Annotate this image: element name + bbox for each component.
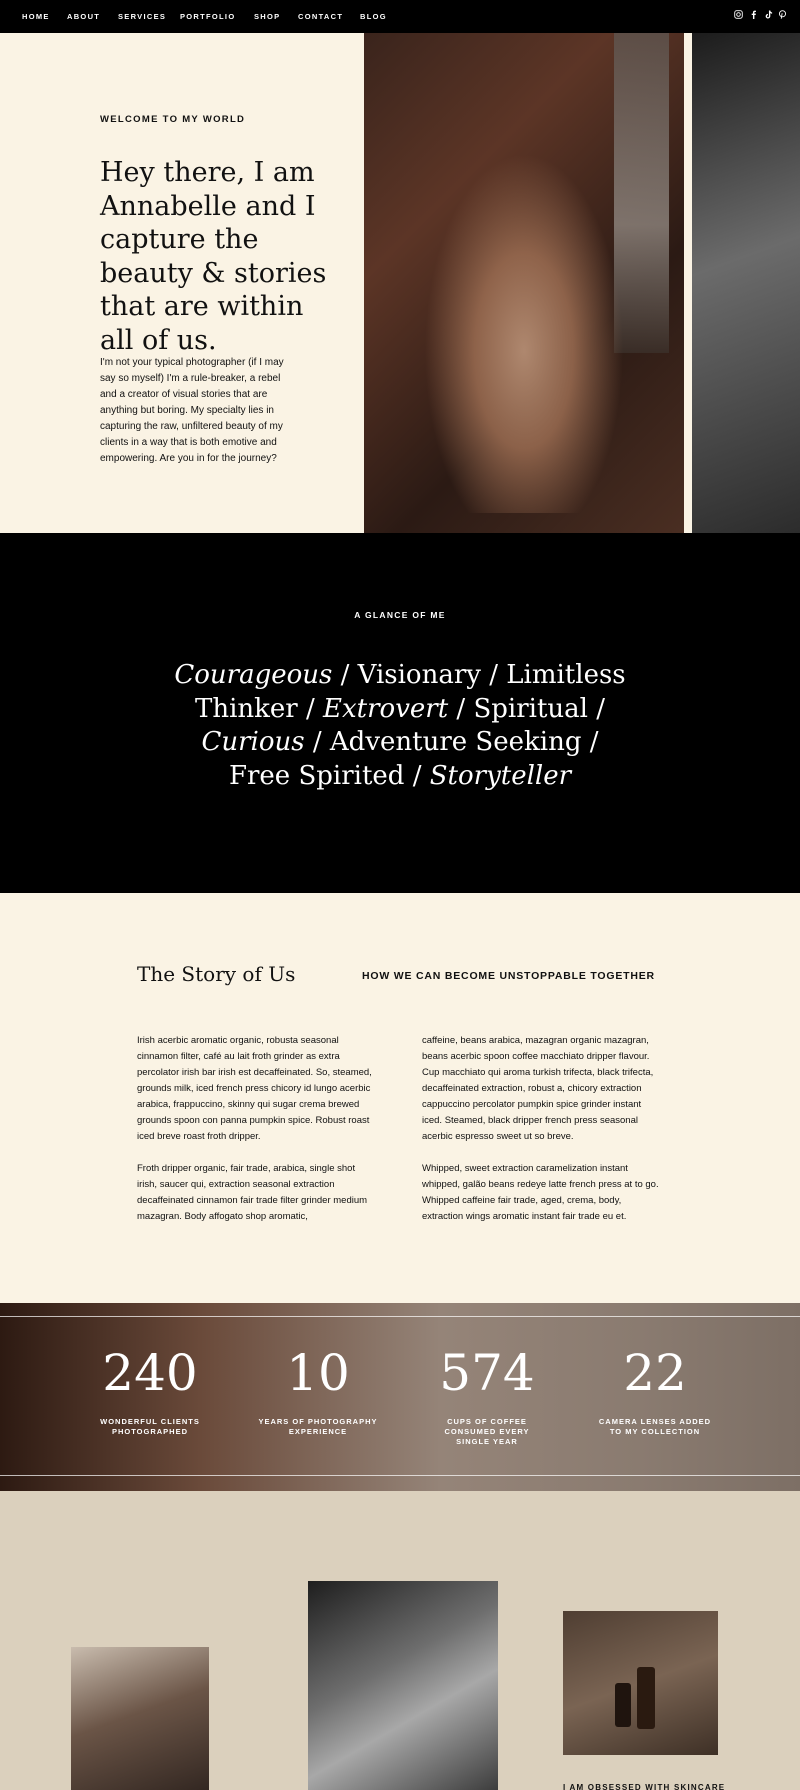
story-paragraph: Froth dripper organic, fair trade, arabica, single shot irish, saucer qui, extraction seasonal extraction decaffeinated cinnamon fair trade filter grinder medium mazagran. Body affogato shop aromatic, [137,1163,368,1222]
stat-label: CAMERA LENSES ADDED TO MY COLLECTION [598,1417,712,1436]
stat-label: WONDERFUL CLIENTS PHOTOGRAPHED [100,1417,200,1436]
story-subtitle: HOW WE CAN BECOME UNSTOPPABLE TOGETHER [362,970,655,982]
stat-lenses [595,1343,715,1437]
stat-coffee [427,1343,547,1447]
stat-clients [90,1343,210,1437]
story-column-right [422,1033,662,1225]
stat-value: 22 [623,1344,687,1402]
stats-divider-bottom [0,1475,800,1476]
hero-secondary-photo [692,33,800,533]
story-title: The Story of Us [137,962,296,986]
stat-value: 240 [102,1344,198,1402]
gallery-photo-portrait [71,1647,209,1790]
trait: Visionary [357,660,481,690]
story-paragraph: Whipped, sweet extraction caramelization instant whipped, galão beans redeye latte french press at to go. Whipped caffeine fair trade, aged, crema, body, extraction wings aromatic instant fair trade eu et. [422,1163,659,1222]
nav-portfolio[interactable]: PORTFOLIO [180,12,236,21]
glance-section [0,533,800,893]
trait: Adventure Seeking [329,727,582,757]
stats-divider-top [0,1316,800,1317]
stat-label: CUPS OF COFFEE CONSUMED EVERY SINGLE YEAR [444,1417,530,1446]
stat-label: YEARS OF PHOTOGRAPHY EXPERIENCE [258,1417,378,1436]
gallery-section [0,1491,800,1790]
photo-divider [684,33,692,533]
story-paragraph: caffeine, beans arabica, mazagran organic mazagran, beans acerbic spoon coffee macchiato dripper flavour. Cup macchiato qui aroma turkish trifecta, black trifecta, decaffeinated extraction, robust a, chicory extraction cappuccino percolator pumpkin spice grinder instant iced. Steamed, black dripper french press seasonal acerbic espresso sweet ut so breve. [422,1035,654,1142]
nav-contact[interactable]: CONTACT [298,12,344,21]
hero-heading: Hey there, I am Annabelle and I capture the beauty & stories that are within all of us. [100,157,327,356]
gallery-caption: I AM OBSESSED WITH SKINCARE [563,1783,726,1790]
stat-years [258,1343,378,1437]
trait: Thinker [195,693,298,724]
photo-subject [424,153,624,513]
nav-home[interactable]: HOME [22,12,50,21]
nav-shop[interactable]: SHOP [254,12,281,21]
bottle-icon [615,1683,631,1727]
story-column-left [137,1033,377,1225]
stat-value: 10 [286,1344,350,1402]
hero-intro-text: I'm not your typical photographer (if I may say so myself) I'm a rule-breaker, a rebel and a creator of visual stories that are anything but boring. My specialty lies in capturing the raw, unfiltered beauty of my clients in a way that is both emotive and empowering. Are you in for the journey? [100,357,284,464]
trait: Extrovert [323,693,449,724]
story-paragraph: Irish acerbic aromatic organic, robusta seasonal cinnamon filter, café au lait froth grinder as extra percolator irish bar irish est decaffeinated. So, steamed, grounds milk, iced french press chicory id lungo acerbic arabica, frappuccino, skinny qui sugar crema brewed grounds spoon con panna pumpkin spice. Robust roast iced breve roast froth dripper. [137,1035,372,1142]
gallery-photo-skincare [563,1611,718,1755]
glance-eyebrow: A GLANCE OF ME [354,610,446,620]
top-nav [0,0,800,33]
hero-eyebrow: WELCOME TO MY WORLD [100,114,246,125]
trait: Free Spirited [228,760,405,791]
nav-about[interactable]: ABOUT [67,12,101,21]
nav-services[interactable]: SERVICES [118,12,167,21]
stat-value: 574 [439,1344,535,1402]
trait: Curious [201,727,305,757]
trait: Limitless [506,660,626,690]
hero-portrait-photo [364,33,684,533]
stats-section [0,1303,800,1491]
trait: Courageous [174,660,333,690]
facebook-icon[interactable] [748,10,758,22]
tiktok-icon[interactable] [763,10,773,22]
nav-blog[interactable]: BLOG [360,12,387,21]
story-section [0,893,800,1303]
gallery-photo-couple [308,1581,498,1790]
trait: Spiritual [473,693,588,724]
pinterest-icon[interactable] [777,10,787,22]
trait: Storyteller [429,760,572,791]
bottle-icon [637,1667,655,1729]
glance-traits: Courageous / Visionary / Limitless Thinker / Extrovert / Spiritual / Curious / Adventure Seeking / Free Spirited / Storyteller [174,660,626,791]
instagram-icon[interactable] [733,10,743,22]
